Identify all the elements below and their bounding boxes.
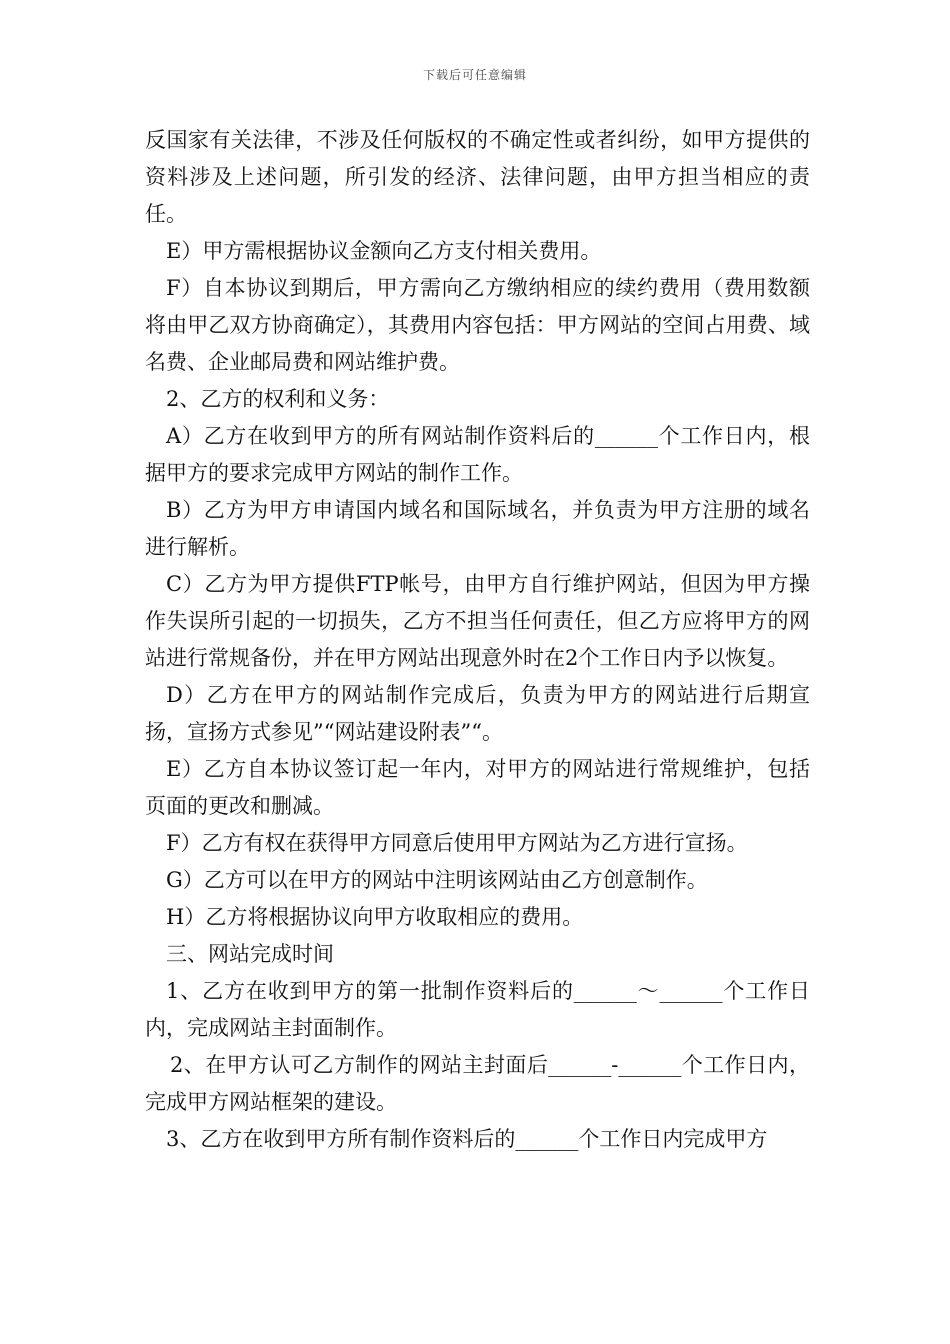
paragraph-party-a-e: E）甲方需根据协议金额向乙方支付相关费用。 (166, 239, 602, 263)
section-heading-party-b: 2、乙方的权利和义务： (166, 387, 390, 411)
paragraph-completion-3: 3、乙方在收到甲方所有制作资料后的______个工作日内完成甲方 (166, 1127, 768, 1151)
paragraph-completion-1: 1、乙方在收到甲方的第一批制作资料后的______～______个工作日内，完成网站主封面制作。 (145, 979, 810, 1040)
section-heading-completion-time: 三、网站完成时间 (166, 942, 334, 966)
paragraph-party-b-d: D）乙方在甲方的网站制作完成后，负责为甲方的网站进行后期宣扬，宣扬方式参见”“网站建设附表”“。 (145, 683, 810, 744)
paragraph-party-b-f: F）乙方有权在获得甲方同意后使用甲方网站为乙方进行宣扬。 (166, 831, 748, 855)
paragraph-party-a-f: F）自本协议到期后，甲方需向乙方缴纳相应的续约费用（费用数额将由甲乙双方协商确定），其费用内容包括：甲方网站的空间占用费、域名费、企业邮局费和网站维护费。 (145, 276, 810, 374)
document-body (145, 122, 810, 1158)
paragraph-completion-2: 2、在甲方认可乙方制作的网站主封面后______-______个工作日内，完成甲方网站框架的建设。 (145, 1053, 810, 1114)
paragraph-liability: 反国家有关法律，不涉及任何版权的不确定性或者纠纷，如甲方提供的资料涉及上述问题，所引发的经济、法律问题，由甲方担当相应的责任。 (145, 128, 810, 226)
paragraph-party-b-c: C）乙方为甲方提供FTP帐号，由甲方自行维护网站，但因为甲方操作失误所引起的一切损失，乙方不担当任何责任，但乙方应将甲方的网站进行常规备份，并在甲方网站出现意外时在2个工作日内予以恢复。 (145, 572, 810, 670)
paragraph-party-b-e: E）乙方自本协议签订起一年内，对甲方的网站进行常规维护，包括页面的更改和删减。 (145, 757, 810, 818)
paragraph-party-b-h: H）乙方将根据协议向甲方收取相应的费用。 (166, 905, 584, 929)
paragraph-party-b-a: A）乙方在收到甲方的所有网站制作资料后的______个工作日内，根据甲方的要求完成甲方网站的制作工作。 (145, 424, 810, 485)
page-header: 下载后可任意编辑 (422, 68, 527, 82)
paragraph-party-b-g: G）乙方可以在甲方的网站中注明该网站由乙方创意制作。 (166, 868, 708, 892)
paragraph-party-b-b: B）乙方为甲方申请国内域名和国际域名，并负责为甲方注册的域名进行解析。 (145, 498, 810, 559)
